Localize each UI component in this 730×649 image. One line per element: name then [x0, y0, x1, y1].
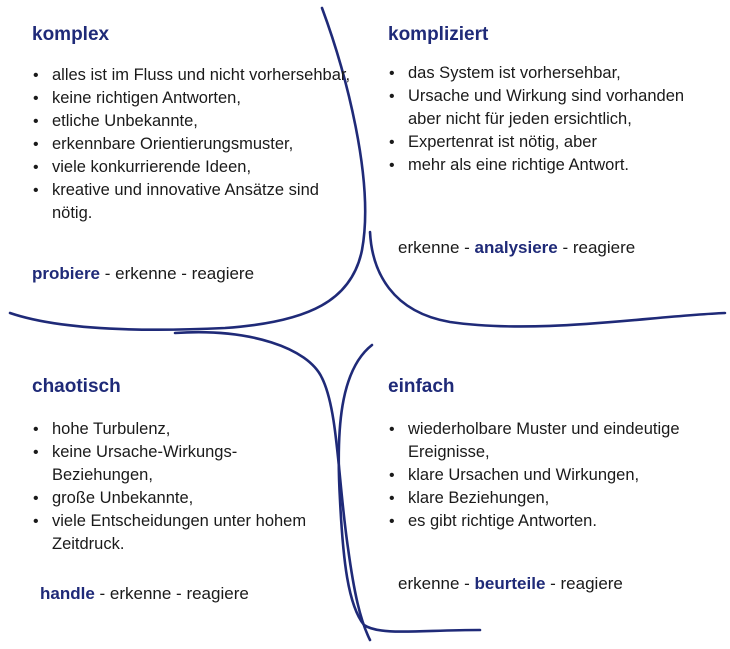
- list-item: • alles ist im Fluss und nicht vorhersehbar,: [32, 64, 352, 87]
- quadrant-komplex: [32, 24, 352, 225]
- action-rest: erkenne -: [398, 574, 475, 593]
- action-emphasis-beurteile: beurteile: [474, 574, 546, 593]
- list-item: • klare Beziehungen,: [388, 487, 698, 510]
- list-item: • mehr als eine richtige Antwort.: [388, 154, 693, 177]
- list-item: • Ursache und Wirkung sind vorhanden aber nicht für jeden ersichtlich,: [388, 85, 693, 131]
- list-item: • hohe Turbulenz,: [32, 418, 322, 441]
- action-komplex: [32, 264, 254, 284]
- quadrant-title-chaotisch: chaotisch: [32, 376, 121, 397]
- list-item: • etliche Unbekannte,: [32, 110, 352, 133]
- list-item: • kreative und innovative Ansätze sind nötig.: [32, 179, 352, 225]
- list-item: • große Unbekannte,: [32, 487, 322, 510]
- list-item: • wiederholbare Muster und eindeutige Ereignisse,: [388, 418, 698, 464]
- list-item: • klare Ursachen und Wirkungen,: [388, 464, 698, 487]
- komplex-list: [32, 64, 352, 225]
- action-chaotisch: [40, 584, 249, 604]
- list-item: • keine Ursache-Wirkungs-Beziehungen,: [32, 441, 322, 487]
- list-item: • es gibt richtige Antworten.: [388, 510, 698, 533]
- action-emphasis-probiere: probiere: [32, 264, 101, 283]
- kompliziert-list: [388, 62, 693, 177]
- quadrant-title-komplex: komplex: [32, 24, 110, 45]
- action-rest: - erkenne - reagiere: [94, 584, 249, 603]
- action-einfach: [398, 574, 623, 594]
- einfach-list: [388, 418, 698, 533]
- quadrant-chaotisch: [32, 376, 322, 556]
- chaotisch-list: [32, 418, 322, 556]
- quadrant-kompliziert: [388, 24, 693, 177]
- quadrant-title-kompliziert: kompliziert: [388, 24, 489, 45]
- action-rest: - reagiere: [545, 574, 623, 593]
- list-item: • viele Entscheidungen unter hohem Zeitdruck.: [32, 510, 322, 556]
- action-rest: - erkenne - reagiere: [100, 264, 255, 283]
- action-rest: erkenne -: [398, 238, 475, 257]
- list-item: • viele konkurrierende Ideen,: [32, 156, 352, 179]
- list-item: • Expertenrat ist nötig, aber: [388, 131, 693, 154]
- list-item: • keine richtigen Antworten,: [32, 87, 352, 110]
- action-rest: - reagiere: [557, 238, 636, 257]
- list-item: • das System ist vorhersehbar,: [388, 62, 693, 85]
- action-emphasis-analysiere: analysiere: [474, 238, 558, 257]
- action-kompliziert: [398, 238, 635, 258]
- quadrant-title-einfach: einfach: [388, 376, 455, 397]
- list-item: • erkennbare Orientierungsmuster,: [32, 133, 352, 156]
- quadrant-einfach: [388, 376, 698, 533]
- action-emphasis-handle: handle: [40, 584, 95, 603]
